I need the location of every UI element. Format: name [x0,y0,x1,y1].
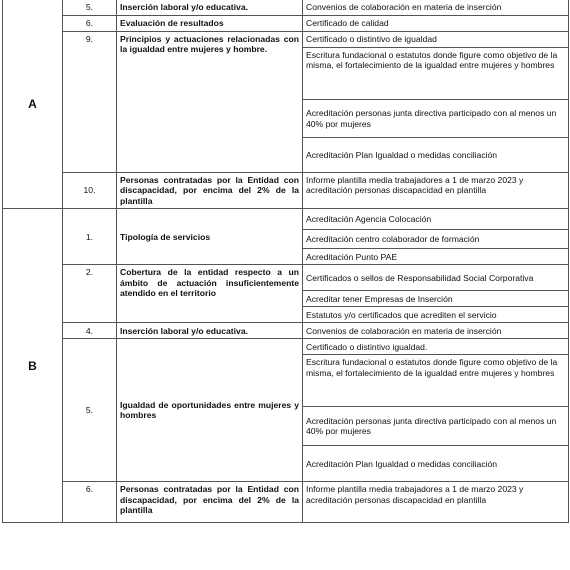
criterion-title: Principios y actuaciones relacionadas con la igualdad entre mujeres y hombre. [117,32,303,173]
criteria-table [2,0,569,523]
document-item: Informe plantilla media trabajadores a 1 de marzo 2023 y acreditación personas discapacidad en plantilla [303,482,569,523]
document-item: Convenios de colaboración en materia de inserción [303,0,569,16]
table-row [3,209,569,230]
criterion-number: 9. [63,32,117,173]
document-item: Certificado o distintivo de igualdad [303,32,569,48]
criterion-number: 4. [63,323,117,339]
criterion-title: Igualdad de oportunidades entre mujeres y hombres [117,339,303,482]
document-item: Acreditación Plan Igualdad o medidas conciliación [303,138,569,173]
document-item: Acreditación Agencia Colocación [303,209,569,230]
document-item: Informe plantilla media trabajadores a 1 de marzo 2023 y acreditación personas discapacidad en plantilla [303,173,569,209]
criterion-title: Cobertura de la entidad respecto a un ámbito de actuación insuficientemente atendido en el territorio [117,265,303,323]
criterion-number: 10. [63,173,117,209]
document-item: Certificados o sellos de Responsabilidad Social Corporativa [303,265,569,291]
criterion-number: 2. [63,265,117,323]
criterion-number: 1. [63,209,117,265]
table-row [3,339,569,355]
document-item: Escritura fundacional o estatutos donde figure como objetivo de la misma, el fortalecimiento de la igualdad entre mujeres y hombres [303,48,569,100]
criterion-number: 6. [63,16,117,32]
criterion-title: Tipología de servicios [117,209,303,265]
document-item: Acreditar tener Empresas de Inserción [303,291,569,307]
section-label-a: A [3,0,63,209]
table-row [3,32,569,48]
document-item: Certificado de calidad [303,16,569,32]
table-row [3,16,569,32]
criterion-number: 5. [63,339,117,482]
section-label-b: B [3,209,63,523]
document-item: Acreditación Punto PAE [303,249,569,265]
criterion-title: Inserción laboral y/o educativa. [117,0,303,16]
document-item: Estatutos y/o certificados que acrediten el servicio [303,307,569,323]
table-row [3,0,569,16]
document-item: Acreditación centro colaborador de formación [303,230,569,249]
criterion-title: Evaluación de resultados [117,16,303,32]
criterion-number: 5. [63,0,117,16]
table-row [3,323,569,339]
document-item: Convenios de colaboración en materia de inserción [303,323,569,339]
document-item: Acreditación personas junta directiva participado con al menos un 40% por mujeres [303,100,569,138]
document-item: Certificado o distintivo igualdad. [303,339,569,355]
criterion-title: Personas contratadas por la Entidad con discapacidad, por encima del 2% de la plantilla [117,173,303,209]
criterion-title: Inserción laboral y/o educativa. [117,323,303,339]
criterion-number: 6. [63,482,117,523]
table-row [3,265,569,291]
criterion-title: Personas contratadas por la Entidad con discapacidad, por encima del 2% de la plantilla [117,482,303,523]
table-row [3,482,569,523]
document-item: Acreditación personas junta directiva participado con al menos un 40% por mujeres [303,407,569,446]
document-item: Acreditación Plan Igualdad o medidas conciliación [303,446,569,482]
document-item: Escritura fundacional o estatutos donde figure como objetivo de la misma, el fortalecimiento de la igualdad entre mujeres y hombres [303,355,569,407]
